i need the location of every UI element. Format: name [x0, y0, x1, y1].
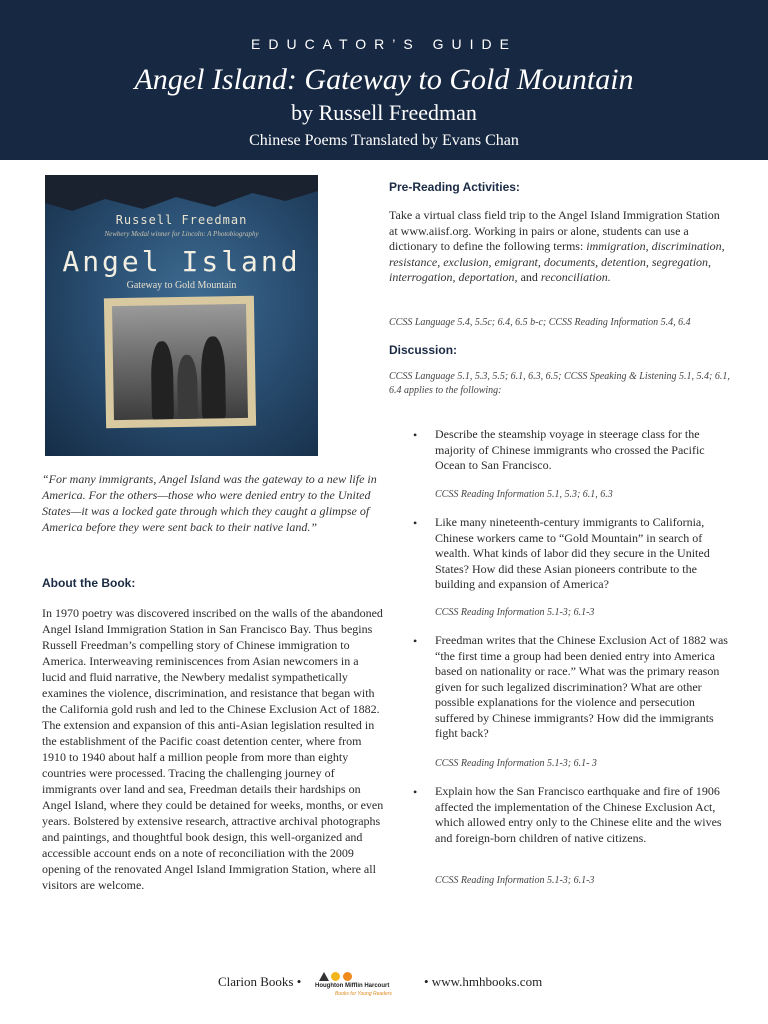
logo-tagline: Books for Young Readers — [335, 991, 392, 997]
book-cover-image — [45, 175, 318, 456]
page-footer — [0, 970, 768, 1000]
bullet-marker: • — [413, 516, 418, 530]
cover-award: Newbery Medal winner for Lincoln: A Photobiography — [104, 230, 259, 238]
logo-circle-icon — [343, 972, 352, 981]
discussion-heading: Discussion: — [389, 343, 458, 357]
discussion-item-4: Explain how the San Francisco earthquake and fire of 1906 affected the implementation of the Chinese Exclusion Act, which allowed entry only to the Chinese elite and the wives and foreign-born children of native citizens. — [435, 784, 722, 845]
discussion-ccss: CCSS Language 5.1, 5.3, 5.5; 6.1, 6.3, 6.5; CCSS Speaking & Listening 5.1, 5.4; 6.1, 6.4 applies to the following: — [389, 371, 730, 396]
discussion-item-3: Freedman writes that the Chinese Exclusion Act of 1882 was “the first time a group had been denied entry into America based on nationality or race.” What was the primary reason given for such legalized discrimination? What are other possible explanations for the violence and persecution suffered by Chinese immigrants? How did the immigrants fight back? — [435, 633, 728, 740]
discussion-item-2-ccss: CCSS Reading Information 5.1-3; 6.1-3 — [435, 607, 595, 618]
bullet-marker: • — [413, 785, 418, 799]
discussion-item-4-ccss: CCSS Reading Information 5.1-3; 6.1-3 — [435, 875, 595, 886]
footer-website[interactable]: • www.hmhbooks.com — [424, 974, 543, 989]
logo-circle-icon — [331, 972, 340, 981]
guide-author: by Russell Freedman — [291, 100, 477, 125]
logo-name: Houghton Mifflin Harcourt — [315, 983, 390, 989]
photo-figure — [177, 355, 198, 419]
guide-title: Angel Island: Gateway to Gold Mountain — [134, 63, 634, 96]
bullet-marker: • — [413, 428, 418, 442]
prereading-last-term: reconciliation. — [540, 270, 611, 284]
hmh-logo — [315, 970, 419, 1000]
prereading-and: and — [517, 270, 541, 284]
cover-torn-edge — [45, 175, 318, 215]
footer-publisher: Clarion Books • — [218, 974, 302, 989]
cover-photo — [112, 304, 248, 420]
cover-title: Angel Island — [62, 245, 301, 278]
bullet-marker: • — [413, 634, 418, 648]
discussion-item-1-ccss: CCSS Reading Information 5.1, 5.3; 6.1, 6.3 — [435, 489, 613, 500]
discussion-item-2: Like many nineteenth-century immigrants to California, Chinese workers came to “Gold Mountain” in search of wealth. What kinds of labor did they secure in the United States? How did these Asian pioneers contribute to the building and expansion of America? — [435, 515, 710, 591]
discussion-item-3-ccss: CCSS Reading Information 5.1-3; 6.1- 3 — [435, 758, 597, 769]
book-quote: “For many immigrants, Angel Island was the gateway to a new life in America. For the others—those who were denied entry to the United States—it was a locked gate through which they caught a glimpse of America before they were sent back to their native land.” — [42, 472, 377, 534]
prereading-body — [389, 208, 729, 286]
cover-photo-frame — [104, 296, 256, 429]
prereading-intro: Take a virtual class field trip to the Angel Island Immigration Station at www.aiisf.org. Working in pairs or alone, students can use a dictionary to define the following terms: — [389, 208, 720, 253]
photo-figure — [201, 336, 226, 418]
cover-subtitle: Gateway to Gold Mountain — [126, 280, 237, 291]
prereading-terms: immigration, discrimination, resistance, exclusion, emigrant, documents, detention, segregation, interrogation, deportation, — [389, 239, 725, 284]
about-heading: About the Book: — [42, 576, 136, 590]
prereading-ccss: CCSS Language 5.4, 5.5c; 6.4, 6.5 b-c; CCSS Reading Information 5.4, 6.4 — [389, 317, 691, 328]
guide-header — [0, 0, 768, 160]
guide-translator: Chinese Poems Translated by Evans Chan — [249, 132, 519, 149]
photo-figure — [151, 341, 174, 419]
prereading-heading: Pre-Reading Activities: — [389, 180, 520, 194]
about-body: In 1970 poetry was discovered inscribed on the walls of the abandoned Angel Island Immigration Station in San Francisco Bay. Thus begins Russell Freedman’s compelling story of Chinese immigration to America. Interweaving reminiscences from Asian newcomers in a lucid and fluid narrative, the Newbery medalist sympathetically examines the violence, discrimination, and resistance that began with the California gold rush and led to the Chinese Exclusion Act of 1882. The extension and expansion of this anti-Asian legislation resulted in the establishment of the Pacific coast detention center, where from 1910 to 1940 about half a million people from more than eighty countries were processed. Tracing the challenging journey of immigrants over land and sea, Freedman details their hardships on Angel Island, where they could be detained for weeks, months, or even years. Bolstered by extensive research, attractive archival photographs and paintings, and thoughtful book design, this well-organized and accessible account ends on a note of reconciliation with the 2009 opening of the renovated Angel Island Immigration Station, where all visitors are welcome. — [42, 606, 384, 892]
guide-eyebrow: EDUCATOR’S GUIDE — [251, 36, 517, 52]
logo-triangle-icon — [319, 972, 329, 981]
discussion-item-1: Describe the steamship voyage in steerage class for the majority of Chinese immigrants who crossed the Pacific Ocean to San Francisco. — [435, 427, 705, 472]
cover-author: Russell Freedman — [115, 213, 248, 227]
